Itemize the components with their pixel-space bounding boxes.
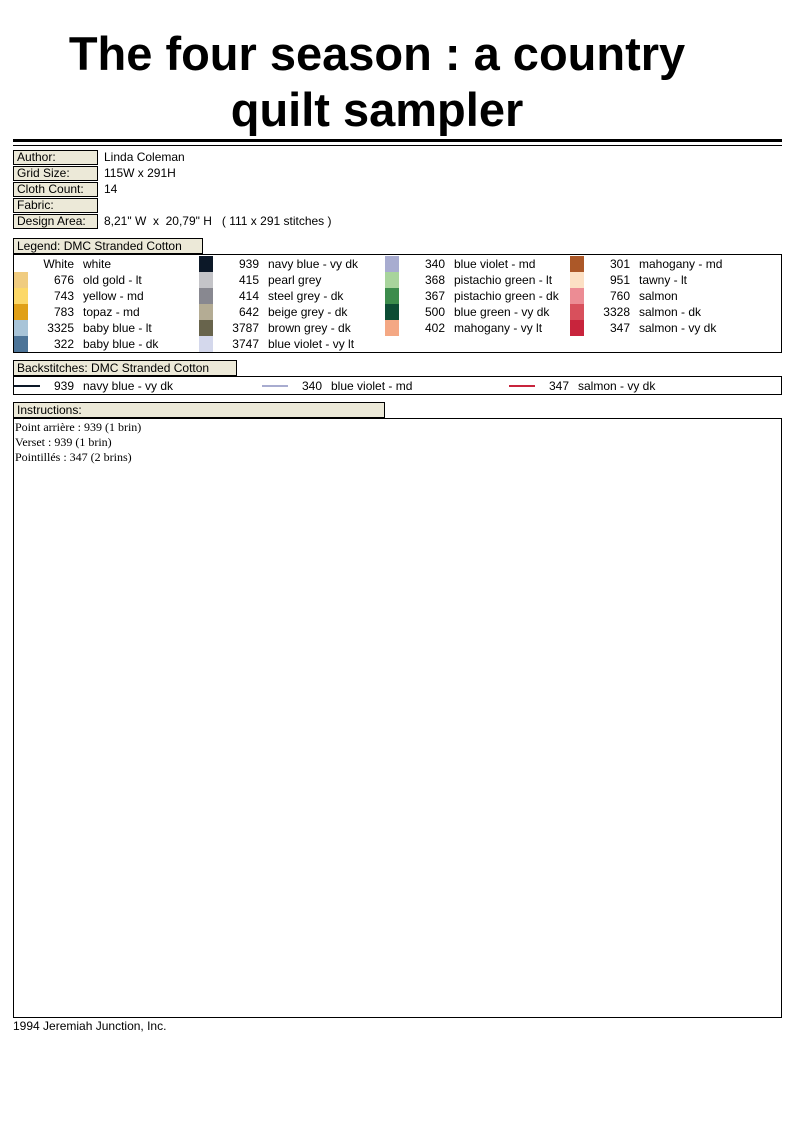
title-line-2: quilt sampler <box>230 83 524 136</box>
floss-code: 760 <box>609 289 630 303</box>
color-swatch <box>14 336 28 352</box>
info-label: Grid Size: <box>13 166 98 181</box>
color-swatch <box>199 304 213 320</box>
backstitch-line-sample <box>262 385 288 387</box>
color-swatch <box>199 336 213 352</box>
floss-code: 368 <box>424 273 445 287</box>
color-swatch <box>14 320 28 336</box>
color-swatch <box>14 256 28 272</box>
color-swatch <box>385 304 399 320</box>
floss-code: 676 <box>53 273 74 287</box>
info-label: Cloth Count: <box>13 182 98 197</box>
info-label: Design Area: <box>13 214 98 229</box>
floss-code: 415 <box>238 273 259 287</box>
color-swatch <box>570 320 584 336</box>
color-swatch <box>570 288 584 304</box>
floss-code: 939 <box>238 257 259 271</box>
floss-name: tawny - lt <box>639 273 688 287</box>
floss-name: brown grey - dk <box>268 321 351 335</box>
floss-name: salmon <box>639 289 678 303</box>
floss-name: yellow - md <box>83 289 144 303</box>
color-swatch <box>385 272 399 288</box>
info-value: 8,21" W x 20,79" H ( 111 x 291 stitches ) <box>104 214 332 228</box>
copyright-footer: 1994 Jeremiah Junction, Inc. <box>13 1019 167 1033</box>
floss-code: 322 <box>53 337 74 351</box>
floss-code: 951 <box>609 273 630 287</box>
floss-name: navy blue - vy dk <box>268 257 359 271</box>
floss-code: 3747 <box>232 337 259 351</box>
color-swatch <box>385 320 399 336</box>
floss-code: White <box>43 257 74 271</box>
floss-code: 783 <box>53 305 74 319</box>
backstitches-title: Backstitches: DMC Stranded Cotton <box>13 360 237 376</box>
floss-name: blue green - vy dk <box>454 305 550 319</box>
info-value: Linda Coleman <box>104 150 185 164</box>
instructions-text <box>15 420 141 465</box>
floss-name: white <box>83 257 112 271</box>
backstitch-line-sample <box>509 385 535 387</box>
info-label: Fabric: <box>13 198 98 213</box>
floss-code: 347 <box>609 321 630 335</box>
color-swatch <box>14 304 28 320</box>
floss-code: 743 <box>53 289 74 303</box>
info-label: Author: <box>13 150 98 165</box>
floss-code: 500 <box>424 305 445 319</box>
floss-code: 939 <box>53 379 74 393</box>
title-line-1: The four season : a country <box>68 27 686 80</box>
info-value: 14 <box>104 182 118 196</box>
color-swatch <box>199 256 213 272</box>
color-swatch <box>385 288 399 304</box>
backstitches-box <box>13 376 782 395</box>
color-swatch <box>385 256 399 272</box>
floss-code: 414 <box>238 289 259 303</box>
floss-code: 301 <box>609 257 630 271</box>
floss-code: 367 <box>424 289 445 303</box>
color-swatch <box>570 256 584 272</box>
floss-code: 642 <box>238 305 259 319</box>
floss-code: 347 <box>548 379 569 393</box>
floss-name: mahogany - md <box>639 257 723 271</box>
color-swatch <box>199 272 213 288</box>
floss-name: blue violet - vy lt <box>268 337 355 351</box>
floss-code: 340 <box>301 379 322 393</box>
floss-name: pistachio green - dk <box>454 289 559 303</box>
floss-name: pistachio green - lt <box>454 273 553 287</box>
floss-name: beige grey - dk <box>268 305 348 319</box>
instructions-title: Instructions: <box>13 402 385 418</box>
title-rule-thin <box>13 145 782 146</box>
floss-name: baby blue - dk <box>83 337 159 351</box>
floss-name: baby blue - lt <box>83 321 152 335</box>
color-swatch <box>570 272 584 288</box>
color-swatch <box>199 320 213 336</box>
color-swatch <box>14 272 28 288</box>
floss-name: salmon - vy dk <box>639 321 717 335</box>
color-swatch <box>199 288 213 304</box>
color-swatch <box>570 304 584 320</box>
floss-name: pearl grey <box>268 273 322 287</box>
floss-name: blue violet - md <box>454 257 536 271</box>
instruction-line: Point arrière : 939 (1 brin) <box>15 420 142 434</box>
legend-title: Legend: DMC Stranded Cotton <box>13 238 203 254</box>
floss-code: 3787 <box>232 321 259 335</box>
floss-code: 340 <box>424 257 445 271</box>
instructions-box <box>13 418 782 1018</box>
instruction-line: Pointillés : 347 (2 brins) <box>15 450 132 464</box>
floss-name: navy blue - vy dk <box>83 379 174 393</box>
floss-name: salmon - dk <box>639 305 702 319</box>
floss-name: salmon - vy dk <box>578 379 656 393</box>
floss-code: 402 <box>424 321 445 335</box>
floss-name: topaz - md <box>83 305 140 319</box>
floss-code: 3328 <box>603 305 630 319</box>
title-rule-thick <box>13 139 782 142</box>
backstitch-line-sample <box>14 385 40 387</box>
floss-name: blue violet - md <box>331 379 413 393</box>
floss-name: old gold - lt <box>83 273 142 287</box>
floss-name: steel grey - dk <box>268 289 344 303</box>
legend-box <box>13 254 782 353</box>
info-value: 115W x 291H <box>104 166 176 180</box>
page-title <box>0 26 754 138</box>
color-swatch <box>14 288 28 304</box>
floss-name: mahogany - vy lt <box>454 321 543 335</box>
floss-code: 3325 <box>47 321 74 335</box>
instruction-line: Verset : 939 (1 brin) <box>15 435 112 449</box>
